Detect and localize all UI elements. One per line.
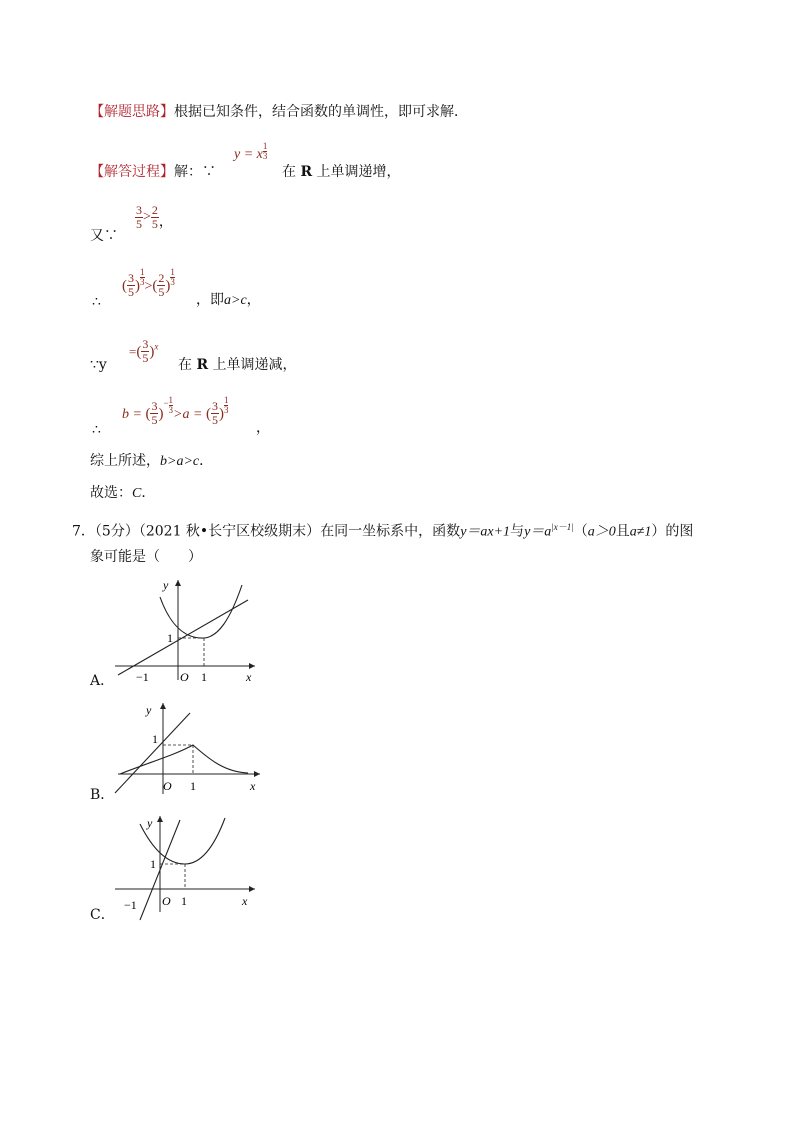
line1-tail-b: 上单调递增，	[316, 164, 401, 180]
fraction-3-5	[127, 272, 135, 299]
stem-a: 在同一坐标系中，函数	[320, 523, 461, 540]
num: 3	[142, 337, 149, 351]
b-eq: b =	[122, 407, 146, 422]
eq-sign: =	[129, 344, 137, 359]
line1-tail-a: 在	[282, 164, 296, 180]
gt-a-eq: >a =	[173, 407, 206, 422]
f1-num: 3	[136, 203, 142, 217]
close-paren: )	[218, 406, 224, 422]
process-tag-line	[90, 163, 216, 181]
power-inequality	[122, 267, 175, 299]
power-function-formula	[234, 141, 268, 163]
den: 5	[211, 413, 218, 427]
solution-idea-line	[90, 103, 468, 121]
summary-tail: ．	[199, 453, 214, 469]
gt-sign: >	[144, 279, 153, 294]
num: 3	[211, 399, 218, 413]
linear-function-line	[118, 600, 248, 675]
y-label: y	[147, 816, 153, 830]
open-paren: (	[122, 278, 127, 294]
answer-line	[90, 484, 155, 503]
summary-math: b>a>c	[160, 454, 200, 469]
num: 3	[128, 271, 134, 285]
stem-e: ）的图	[651, 523, 694, 540]
tail-R: R	[196, 357, 209, 373]
x-label: x	[250, 779, 256, 793]
y-tick-one: 1	[152, 732, 158, 746]
open-paren: (	[205, 406, 211, 422]
option-c-graph[interactable]	[110, 812, 260, 922]
gt-sign: >	[143, 209, 151, 225]
origin-label: O	[163, 779, 172, 793]
minus-sign: −	[163, 398, 169, 408]
den: 5	[158, 285, 165, 299]
exp-num: 1	[262, 141, 268, 151]
option-a-label[interactable]: A．	[90, 673, 115, 689]
den: 3	[223, 405, 229, 415]
x-label: x	[246, 670, 252, 684]
fraction-2-5	[151, 204, 159, 231]
num: 1	[168, 395, 174, 405]
origin-label: O	[162, 894, 171, 908]
x-tick-one: 1	[190, 779, 196, 793]
close-paren: )	[149, 344, 155, 360]
open-paren: (	[145, 406, 151, 422]
exponent-one-third	[263, 142, 268, 161]
tail-a: 在	[178, 357, 192, 373]
line5-tail: ，	[256, 420, 270, 436]
close-paren: )	[165, 278, 171, 294]
condition-2: a≠1	[629, 524, 652, 540]
den: 3	[140, 277, 145, 287]
x-tick-one: 1	[181, 894, 187, 908]
process-lead: 解：∵	[174, 164, 216, 180]
num: 1	[140, 267, 145, 277]
option-c-label[interactable]: C．	[90, 907, 115, 923]
den: 5	[151, 413, 158, 427]
line3-tail	[196, 291, 261, 310]
den: 3	[168, 405, 174, 415]
f2-den: 5	[151, 217, 158, 231]
linear-function-line	[115, 713, 190, 793]
stem-c: （	[573, 523, 588, 540]
formula-y-x: y = x	[234, 147, 263, 162]
exp-x: x	[154, 341, 159, 352]
den: 3	[170, 277, 175, 287]
fraction-compare	[135, 204, 173, 231]
line3-lead: ∴	[92, 294, 101, 310]
f1-den: 5	[136, 217, 142, 231]
exponential-formula	[129, 338, 158, 365]
exponent-one-third	[170, 268, 175, 287]
x-tick-neg-one: −1	[136, 670, 149, 684]
num: 3	[151, 399, 158, 413]
question-source: （2021 秋•长宁区校级期末）	[138, 523, 321, 540]
y-label: y	[146, 703, 152, 717]
num: 2	[158, 271, 165, 285]
den: 5	[128, 285, 134, 299]
question-stem	[72, 518, 693, 542]
x-tick-neg-one: −1	[124, 898, 137, 912]
line4-lead: ∵y	[90, 357, 107, 373]
stem-d: 且	[615, 523, 630, 540]
close-paren: )	[135, 278, 140, 294]
x-label: x	[242, 894, 248, 908]
f2-num: 2	[151, 203, 158, 217]
num: 1	[223, 395, 229, 405]
line5-lead: ∴	[92, 422, 101, 438]
den: 5	[142, 351, 149, 365]
line2-tail: ，	[158, 214, 173, 230]
tail-math: a>c	[224, 293, 247, 308]
tail-b: 上单调递减，	[212, 357, 297, 373]
answer-choice: C	[132, 486, 142, 501]
function-1: y＝ax+1	[460, 524, 511, 540]
option-a-graph[interactable]	[110, 575, 260, 685]
stem-b: 与	[510, 523, 525, 540]
exp-den: 3	[262, 151, 268, 161]
line2-lead: 又∵	[90, 228, 118, 244]
num: 1	[170, 267, 175, 277]
question-number: 7．	[72, 523, 95, 540]
option-b-label[interactable]: B．	[90, 787, 115, 803]
summary-line	[90, 452, 213, 471]
question-stem-line2: 象可能是（ ）	[90, 549, 202, 565]
open-paren: (	[152, 278, 158, 294]
answer-tail: ．	[141, 485, 156, 501]
tail-b: ，	[246, 292, 261, 308]
line1-tail	[282, 163, 401, 181]
b-a-inequality	[122, 395, 229, 427]
exponent-one-third	[224, 396, 229, 415]
option-b-graph[interactable]	[110, 700, 265, 800]
fraction-3-5	[135, 204, 143, 231]
y-label: y	[163, 578, 169, 592]
tail-a: ，即	[196, 292, 224, 308]
exponential-curve	[120, 745, 248, 774]
function-2-exp: |x－1|	[551, 522, 574, 532]
y-tick-one: 1	[150, 857, 156, 871]
x-tick-one: 1	[201, 670, 207, 684]
open-paren: (	[136, 344, 142, 360]
answer-lead: 故选：	[90, 485, 132, 501]
close-paren: )	[158, 406, 164, 422]
idea-tag: 【解题思路】	[90, 104, 174, 120]
fraction-3-5	[211, 400, 219, 427]
y-tick-one: 1	[167, 631, 173, 645]
condition-1: a＞0	[587, 524, 616, 540]
question-score: （5分）	[94, 523, 139, 540]
summary-lead: 综上所述，	[90, 453, 160, 469]
process-tag: 【解答过程】	[90, 164, 174, 180]
line1-tail-R: R	[300, 164, 313, 180]
origin-label: O	[180, 670, 189, 684]
line4-tail	[178, 356, 297, 374]
function-2-base: y＝a	[524, 524, 552, 540]
idea-text: 根据已知条件，结合函数的单调性，即可求解．	[174, 104, 468, 120]
